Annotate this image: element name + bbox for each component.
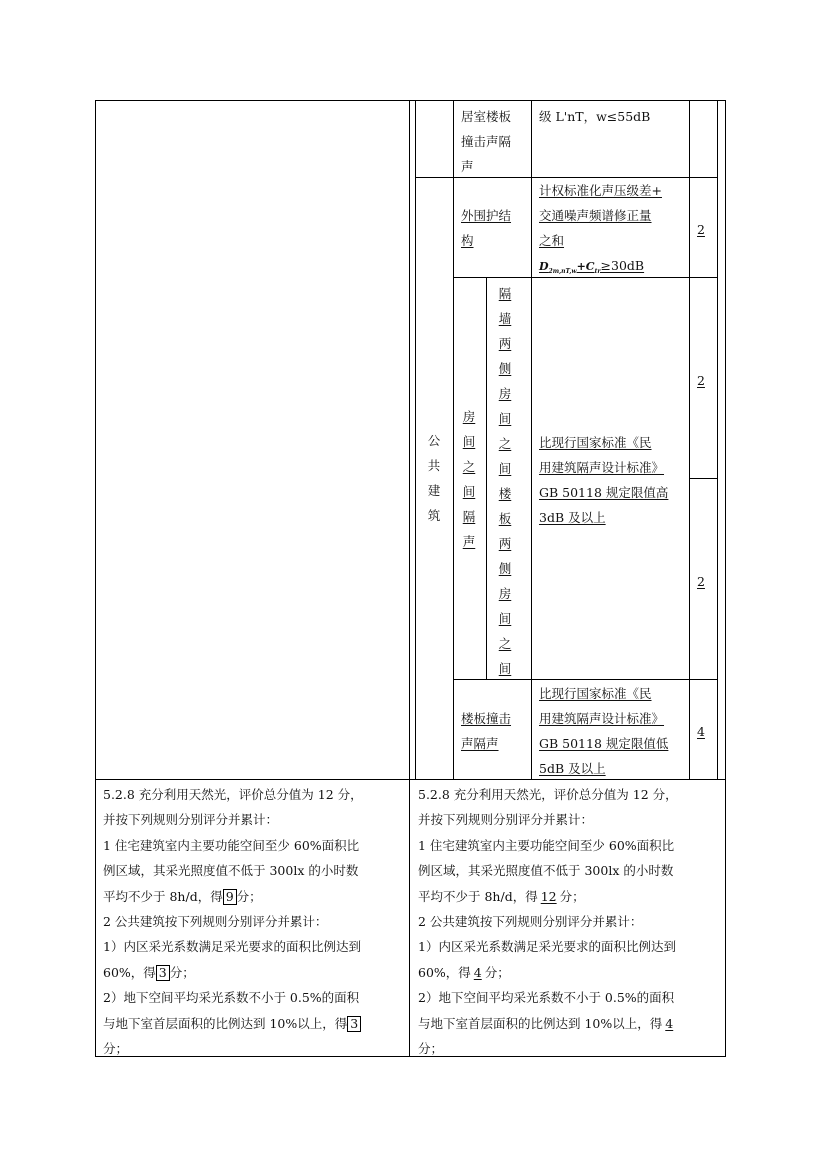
row-line-4	[453, 679, 718, 680]
table-left-border	[95, 100, 96, 1057]
formula-rest: ≥30dB	[600, 258, 645, 273]
score-value: 4	[665, 1015, 674, 1031]
label-line: 撞击声隔	[461, 134, 512, 149]
formula-symbol	[539, 260, 601, 275]
label-line: 构	[461, 233, 474, 248]
formula-c-sub: tr	[594, 267, 601, 275]
exterior-label	[461, 203, 511, 253]
col-category-right	[453, 100, 454, 780]
clause-line: 例区域，其采光照度值不低于 300lx 的小时数	[418, 863, 674, 879]
clause-line: 2）地下空间平均采光系数不小于 0.5%的面积	[103, 990, 360, 1006]
clause-text: 60%，得	[418, 964, 471, 980]
score-value: 12	[540, 888, 557, 904]
req-line: 5dB 及以上	[539, 761, 606, 776]
clause-line: 并按下列规则分别评分并累计：	[103, 812, 279, 828]
clause-line-score-c	[103, 1011, 363, 1036]
clause-line-score-c	[418, 1011, 678, 1036]
floor-impact-label	[461, 104, 511, 179]
exterior-score: 2	[697, 222, 705, 237]
label-line: 声	[461, 159, 474, 174]
formula-line	[539, 253, 662, 284]
label-line: 外围护结	[461, 208, 512, 223]
clause-line: 分；	[418, 1041, 444, 1057]
table-center-divider	[409, 100, 410, 1057]
table-center-divider-2	[415, 100, 416, 780]
clause-line-score-a	[103, 884, 363, 909]
clause-text: 60%，得	[103, 964, 156, 980]
clause-text: 与地下室首层面积的比例达到 10%以上，得	[418, 1015, 663, 1031]
col-rooms-right	[486, 278, 487, 679]
requirement-text: 级 L'nT，w≤55dB	[539, 109, 651, 124]
floor-label: 楼板两侧房间之间	[498, 486, 512, 676]
clause-line: 并按下列规则分别评分并累计：	[418, 812, 594, 828]
formula-c: +C	[576, 260, 595, 273]
req-line: 计权标准化声压级差+	[539, 183, 662, 198]
clause-line: 5.2.8 充分利用天然光，评价总分值为 12 分，	[418, 787, 678, 802]
clause-text: 与地下室首层面积的比例达到 10%以上，得	[103, 1015, 348, 1031]
table-right-border	[725, 100, 726, 1057]
clause-text: 平均不少于 8h/d，得	[103, 888, 223, 904]
left-clause	[103, 782, 363, 1061]
req-line: 交通噪声频谱修正量	[539, 208, 652, 223]
col-req-right	[689, 100, 690, 780]
score-box: 9	[223, 889, 237, 905]
wall-label: 隔墙两侧房间之间	[498, 286, 512, 476]
clause-line: 例区域，其采光照度值不低于 300lx 的小时数	[103, 863, 359, 879]
exterior-requirement	[539, 178, 662, 284]
score-box: 3	[156, 965, 170, 981]
clause-suffix: 分；	[169, 964, 195, 980]
label-line: 楼板撞击	[461, 711, 512, 726]
label-line: 居室楼板	[461, 109, 512, 124]
wall-score: 2	[697, 373, 705, 388]
score-value: 4	[473, 964, 482, 980]
formula-d: D	[539, 260, 549, 273]
label-line: 声隔声	[461, 736, 499, 751]
row-line-3	[689, 478, 718, 479]
req-line: 用建筑隔声设计标准》	[539, 460, 665, 475]
table-top-border	[95, 100, 726, 101]
clause-text: 平均不少于 8h/d，得	[418, 888, 538, 904]
clause-line: 1）内区采光系数满足采光要求的面积比例达到	[418, 939, 676, 955]
req-line: 之和	[539, 233, 565, 248]
clause-line: 5.2.8 充分利用天然光，评价总分值为 12 分，	[103, 787, 363, 802]
req-line: GB 50118 规定限值低	[539, 736, 669, 751]
clause-line-score-b	[103, 960, 363, 985]
clause-suffix: 分；	[236, 888, 262, 904]
req-line: 比现行国家标准《民	[539, 435, 652, 450]
clause-suffix: 分；	[484, 964, 510, 980]
impact-requirement	[539, 681, 668, 781]
clause-line: 1 住宅建筑室内主要功能空间至少 60%面积比	[103, 837, 360, 853]
clause-line: 2）地下空间平均采光系数不小于 0.5%的面积	[418, 990, 675, 1006]
right-clause	[418, 782, 678, 1061]
req-line: 比现行国家标准《民	[539, 686, 652, 701]
req-line: 3dB 及以上	[539, 510, 606, 525]
clause-line: 1 住宅建筑室内主要功能空间至少 60%面积比	[418, 837, 675, 853]
clause-line: 2 公共建筑按下列规则分别评分并累计：	[418, 914, 643, 930]
req-line: 用建筑隔声设计标准》	[539, 711, 665, 726]
clause-line-score-b	[418, 960, 678, 985]
between-rooms-label: 房间之间隔声	[462, 409, 476, 549]
clause-line-score-a	[418, 884, 678, 909]
impact-label	[461, 706, 511, 756]
clause-line: 2 公共建筑按下列规则分别评分并累计：	[103, 914, 328, 930]
clause-line: 分；	[103, 1041, 129, 1057]
col-score-right	[717, 100, 718, 780]
public-building-label: 公共建筑	[427, 433, 441, 523]
floor-score: 2	[697, 574, 705, 589]
formula-d-sub: 2m,nT,w	[548, 267, 577, 275]
impact-score: 4	[697, 724, 705, 739]
score-box: 3	[347, 1016, 361, 1032]
floor-impact-requirement	[539, 104, 650, 129]
clause-suffix: 分；	[559, 888, 585, 904]
clause-line: 1）内区采光系数满足采光要求的面积比例达到	[103, 939, 361, 955]
between-rooms-requirement	[539, 430, 668, 530]
req-line: GB 50118 规定限值高	[539, 485, 669, 500]
col-label-right	[531, 100, 532, 780]
